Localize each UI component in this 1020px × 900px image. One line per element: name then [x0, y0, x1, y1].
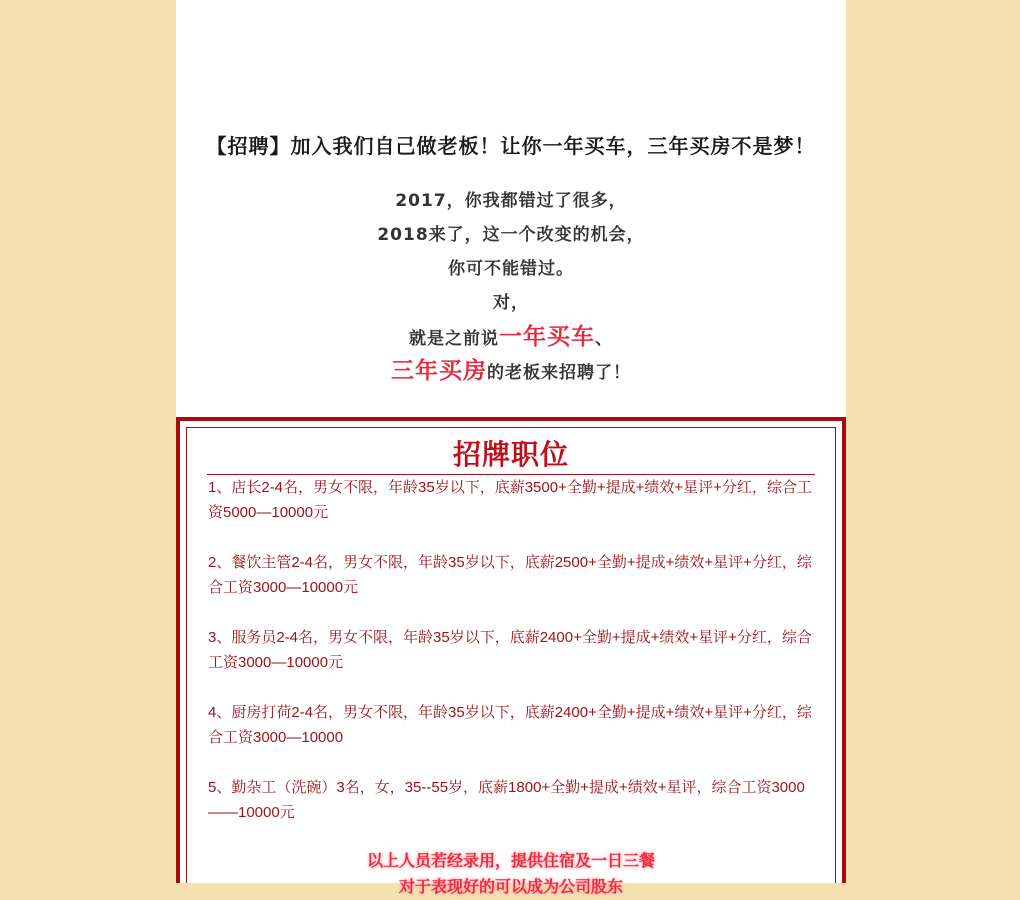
intro-line-5-suffix: 、	[595, 329, 613, 349]
positions-title: 招牌职位	[207, 436, 815, 475]
intro-line-6-suffix: 的老板来招聘了！	[487, 363, 631, 383]
positions-panel	[186, 427, 836, 896]
intro-line-5-prefix: 就是之前说	[409, 329, 499, 349]
intro-text	[176, 184, 846, 388]
job-item-store-manager: 1、店长2-4名，男女不限，年龄35岁以下，底薪3500+全勤+提成+绩效+星评+分红，综合工资5000—10000元	[208, 479, 812, 521]
benefit-note-shareholder: 对于表现好的可以成为公司股东	[398, 877, 623, 896]
intro-line-2: 2018来了，这一个改变的机会，	[377, 225, 645, 245]
intro-line-6	[176, 354, 846, 388]
intro-line-4: 对，	[493, 293, 529, 313]
job-item-catering-supervisor: 2、餐饮主管2-4名，男女不限，年龄35岁以下，底薪2500+全勤+提成+绩效+星评+分红，综合工资3000—10000元	[208, 554, 812, 596]
benefit-note-accommodation: 以上人员若经录用，提供住宿及一日三餐	[366, 851, 655, 870]
intro-highlight-car: 一年买车	[499, 324, 595, 350]
recruitment-headline: 【招聘】加入我们自己做老板！让你一年买车，三年买房不是梦！	[206, 134, 816, 158]
job-item-waiter: 3、服务员2-4名，男女不限，年龄35岁以下，底薪2400+全勤+提成+绩效+星评+分红，综合工资3000—10000元	[208, 629, 812, 671]
intro-line-5	[176, 320, 846, 354]
positions-frame	[176, 417, 846, 896]
article-page	[176, 0, 846, 896]
job-item-kitchen-helper: 4、厨房打荷2-4名，男女不限，年龄35岁以下，底薪2400+全勤+提成+绩效+星评+分红，综合工资3000—10000	[208, 704, 812, 746]
intro-line-3: 你可不能错过。	[448, 259, 574, 279]
benefit-notes	[187, 848, 835, 900]
job-item-dishwasher: 5、勤杂工（洗碗）3名，女，35--55岁，底薪1800+全勤+提成+绩效+星评，综合工资3000——10000元	[208, 779, 805, 821]
intro-line-1: 2017，你我都错过了很多，	[395, 191, 627, 211]
positions-frame-inner	[180, 421, 842, 896]
intro-highlight-house: 三年买房	[391, 358, 487, 384]
job-list	[208, 475, 816, 850]
